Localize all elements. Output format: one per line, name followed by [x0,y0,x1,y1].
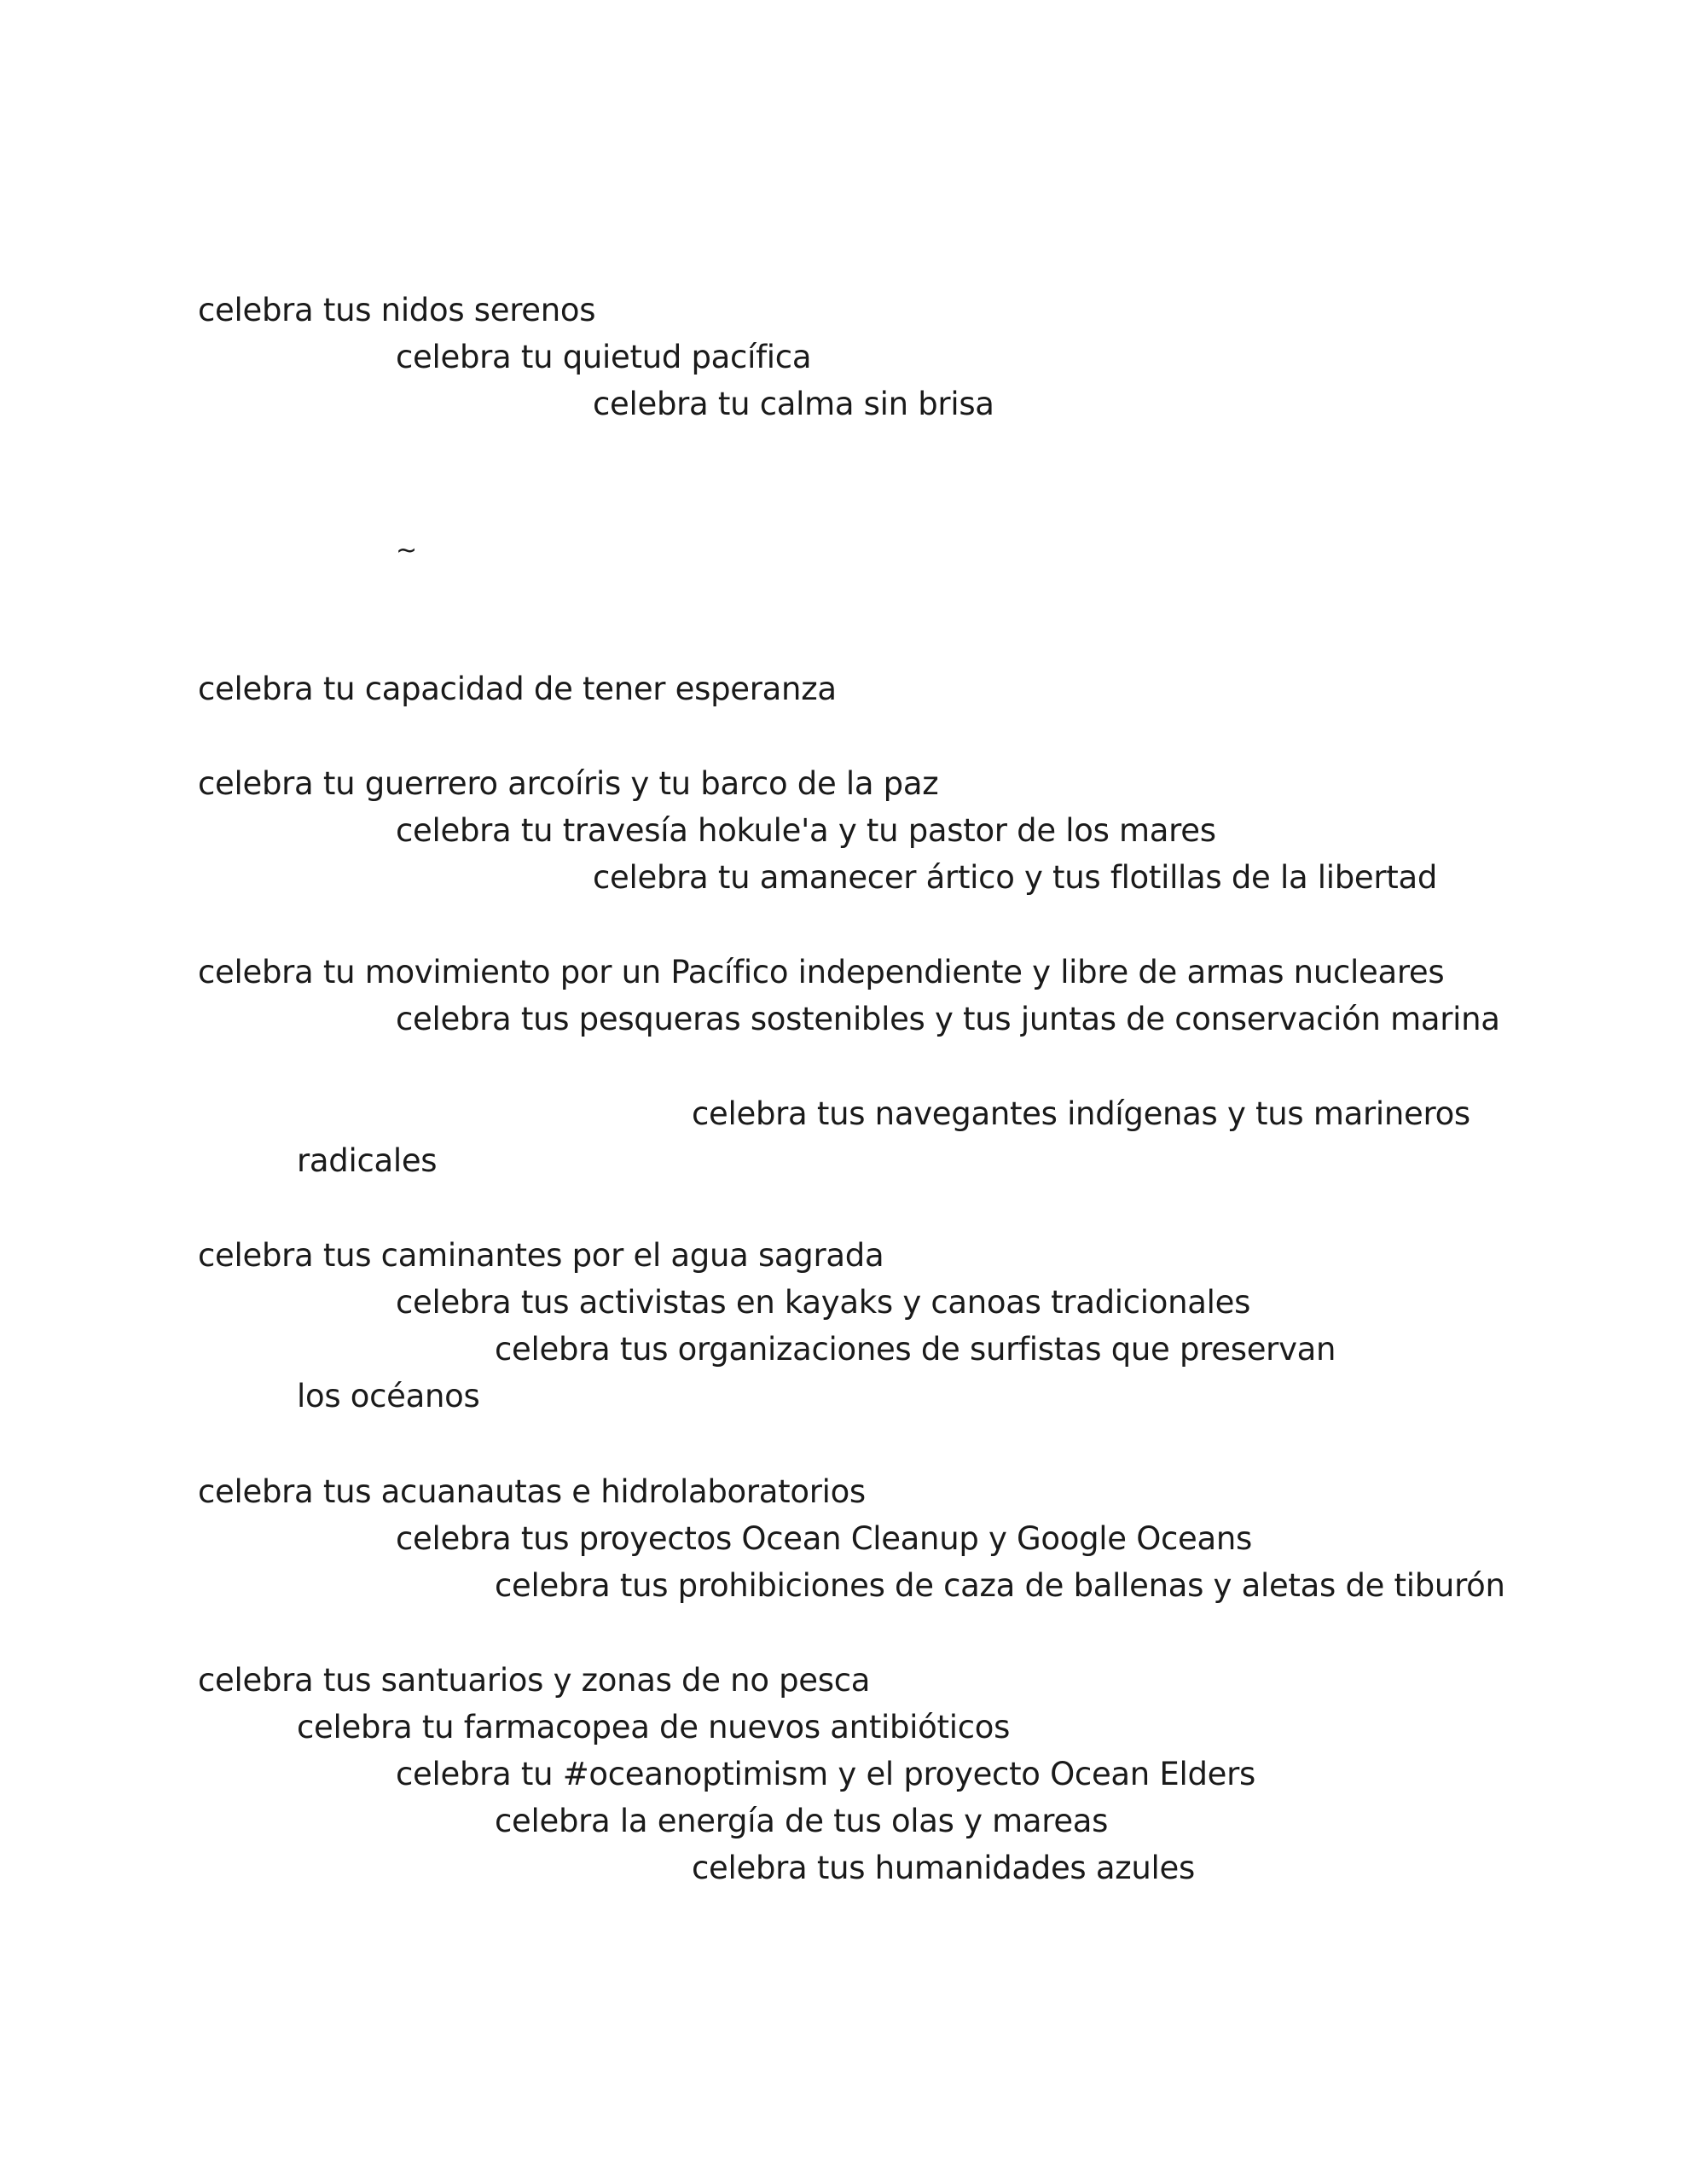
poem-line: celebra tus navegantes indígenas y tus marineros [692,1095,1470,1132]
poem-line: celebra tus pesqueras sostenibles y tus juntas de conservación marina [396,1001,1500,1037]
poem-line: celebra tu calma sin brisa [593,386,994,422]
poem-line: celebra tus acuanautas e hidrolaboratorios [198,1473,866,1510]
poem-line: celebra tu quietud pacífica [396,339,812,375]
poem-line: celebra tu travesía hokule'a y tu pastor de los mares [396,812,1216,849]
poem-line: celebra tu movimiento por un Pacífico independiente y libre de armas nucleares [198,954,1445,990]
poem-line: celebra tu guerrero arcoíris y tu barco de la paz [198,765,939,802]
poem-line: celebra tus caminantes por el agua sagrada [198,1237,884,1274]
poem-line: celebra tu farmacopea de nuevos antibióticos [297,1709,1011,1745]
poem-line: celebra tu amanecer ártico y tus flotillas de la libertad [593,859,1438,896]
poem-line: celebra la energía de tus olas y mareas [495,1803,1109,1839]
poem-line: celebra tus activistas en kayaks y canoas tradicionales [396,1284,1251,1321]
stanza-separator: ~ [396,536,417,566]
poem-line: celebra tus proyectos Ocean Cleanup y Google Oceans [396,1520,1253,1557]
poem-line: celebra tus prohibiciones de caza de ballenas y aletas de tiburón [495,1567,1505,1604]
poem-line: radicales [297,1142,438,1179]
poem-line: celebra tus humanidades azules [692,1850,1195,1886]
poem-line: celebra tu capacidad de tener esperanza [198,671,837,707]
poem-line: celebra tus organizaciones de surfistas que preservan [495,1331,1336,1368]
poem-line: celebra tus santuarios y zonas de no pesca [198,1662,871,1699]
poem-line: celebra tu #oceanoptimism y el proyecto Ocean Elders [396,1756,1255,1792]
poem-line: los océanos [297,1378,480,1414]
poem-line: celebra tus nidos serenos [198,292,596,328]
